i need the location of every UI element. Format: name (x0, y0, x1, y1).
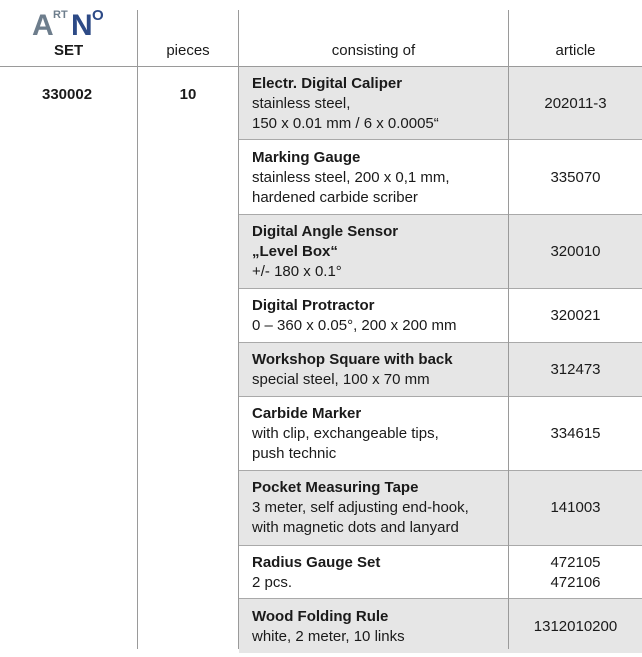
item-name: Digital Protractor (252, 297, 375, 314)
row-separator (239, 470, 642, 471)
header-article: article (555, 42, 596, 59)
item-name: Carbide Marker (252, 405, 362, 422)
art-no-logo (32, 4, 112, 40)
article-number: 320010 (550, 243, 601, 260)
row-separator (239, 342, 642, 343)
header-consisting-of: consisting of (331, 42, 416, 59)
item-desc: stainless steel, (252, 95, 351, 112)
header-divider (0, 66, 642, 67)
item-row-6 (252, 404, 504, 464)
item-desc: push technic (252, 445, 337, 462)
item-name: Wood Folding Rule (252, 608, 389, 625)
article-number: 312473 (550, 361, 601, 378)
item-desc: stainless steel, 200 x 0,1 mm, (252, 169, 450, 186)
item-desc: with magnetic dots and lanyard (252, 519, 459, 536)
item-name: Pocket Measuring Tape (252, 479, 419, 496)
article-number: 141003 (550, 499, 601, 516)
item-name: Workshop Square with back (252, 351, 453, 368)
row-separator (239, 288, 642, 289)
item-desc: 3 meter, self adjusting end-hook, (252, 499, 469, 516)
header-pieces: pieces (166, 42, 210, 59)
article-number: 1312010200 (533, 618, 618, 635)
row-separator (239, 139, 642, 140)
row-separator (239, 396, 642, 397)
svg-text:A: A (32, 9, 54, 40)
row-separator (239, 598, 642, 599)
item-name: Digital Angle Sensor (252, 223, 399, 240)
item-row-2 (252, 148, 504, 208)
article-number: 320021 (550, 307, 601, 324)
row-separator (239, 214, 642, 215)
article-number: 335070 (550, 169, 601, 186)
item-name: Marking Gauge (252, 149, 361, 166)
row-separator (239, 545, 642, 546)
item-desc: white, 2 meter, 10 links (252, 628, 405, 645)
item-desc: 2 pcs. (252, 574, 293, 591)
article-number: 472105 (550, 554, 601, 571)
item-row-7 (252, 478, 504, 538)
item-desc: 150 x 0.01 mm / 6 x 0.0005“ (252, 115, 439, 132)
item-desc: special steel, 100 x 70 mm (252, 371, 430, 388)
svg-text:RT: RT (53, 9, 68, 21)
item-subname: „Level Box“ (252, 243, 338, 260)
set-number: 330002 (42, 86, 93, 103)
article-number: 472106 (550, 574, 601, 591)
item-desc: hardened carbide scriber (252, 189, 418, 206)
svg-text:N: N (71, 9, 93, 40)
item-desc: +/- 180 x 0.1° (252, 263, 342, 280)
item-row-8 (252, 553, 504, 593)
item-row-5 (252, 350, 504, 390)
item-desc: 0 – 360 x 0.05°, 200 x 200 mm (252, 317, 457, 334)
item-desc: with clip, exchangeable tips, (252, 425, 439, 442)
item-row-1 (252, 74, 504, 134)
header-set: SET (54, 42, 84, 59)
item-name: Radius Gauge Set (252, 554, 381, 571)
column-divider (137, 10, 138, 649)
svg-text:O: O (92, 7, 104, 24)
article-number: 334615 (550, 425, 601, 442)
item-row-3 (252, 222, 504, 282)
item-name: Electr. Digital Caliper (252, 75, 403, 92)
article-number: 202011-3 (544, 95, 607, 112)
column-divider (238, 10, 239, 649)
pieces-count: 10 (179, 86, 197, 103)
item-row-4 (252, 296, 504, 336)
item-row-9 (252, 607, 504, 647)
